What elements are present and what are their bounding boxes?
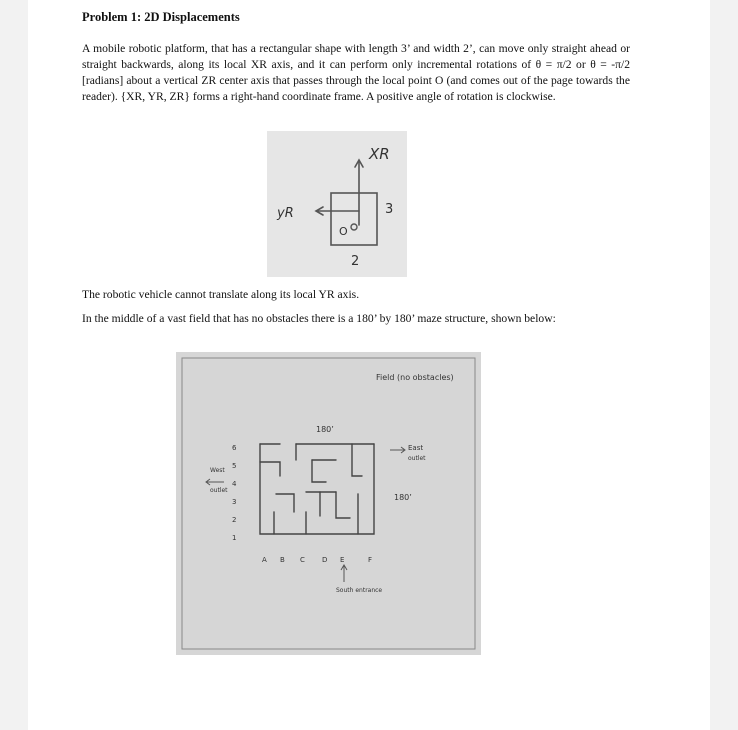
column-label: C	[300, 556, 305, 564]
problem-title: Problem 1: 2D Displacements	[82, 10, 240, 24]
row-label: 6	[232, 444, 237, 452]
row-label: 2	[232, 516, 237, 524]
row-label: 1	[232, 534, 237, 542]
west-label: West	[210, 467, 225, 474]
column-label: B	[280, 556, 285, 564]
constraint-text: The robotic vehicle cannot translate along its local YR axis.	[82, 288, 360, 301]
x-axis-label: XR	[369, 145, 390, 163]
top-dimension: 180’	[316, 425, 334, 434]
column-label: D	[322, 556, 328, 564]
column-label: F	[368, 556, 373, 564]
row-label: 4	[232, 480, 237, 488]
length-label: 3	[385, 202, 394, 217]
width-label: 2	[351, 254, 360, 269]
east-label: East	[408, 444, 424, 452]
west-sub: outlet	[210, 487, 228, 494]
origin-label: O	[339, 225, 348, 238]
field-note: Field (no obstacles)	[376, 373, 454, 382]
column-label: E	[340, 556, 345, 564]
maze-sketch	[176, 352, 481, 655]
side-dimension: 180’	[394, 493, 412, 502]
y-axis-label: yR	[277, 206, 294, 221]
problem-intro: A mobile robotic platform, that has a rectangular shape with length 3’ and width 2’, can move only straight ahead or straight backwards, along its local XR axis, and it can perform only incremental rotations of θ = π/2 or θ = -π/2 [radians] about a vertical ZR center axis that passes through the local point O (and comes out of the page towards the reader). {XR, YR, ZR} forms a right-hand coordinate frame. A positive angle of rotation is clockwise.	[82, 42, 630, 103]
maze-intro-text: In the middle of a vast field that has no obstacles there is a 180’ by 180’ maze structure, shown below:	[82, 312, 556, 325]
column-label: A	[262, 556, 267, 564]
row-label: 3	[232, 498, 237, 506]
robot-sketch	[267, 131, 407, 277]
row-label: 5	[232, 462, 237, 470]
south-label: South entrance	[336, 587, 383, 594]
east-sub: outlet	[408, 455, 426, 462]
